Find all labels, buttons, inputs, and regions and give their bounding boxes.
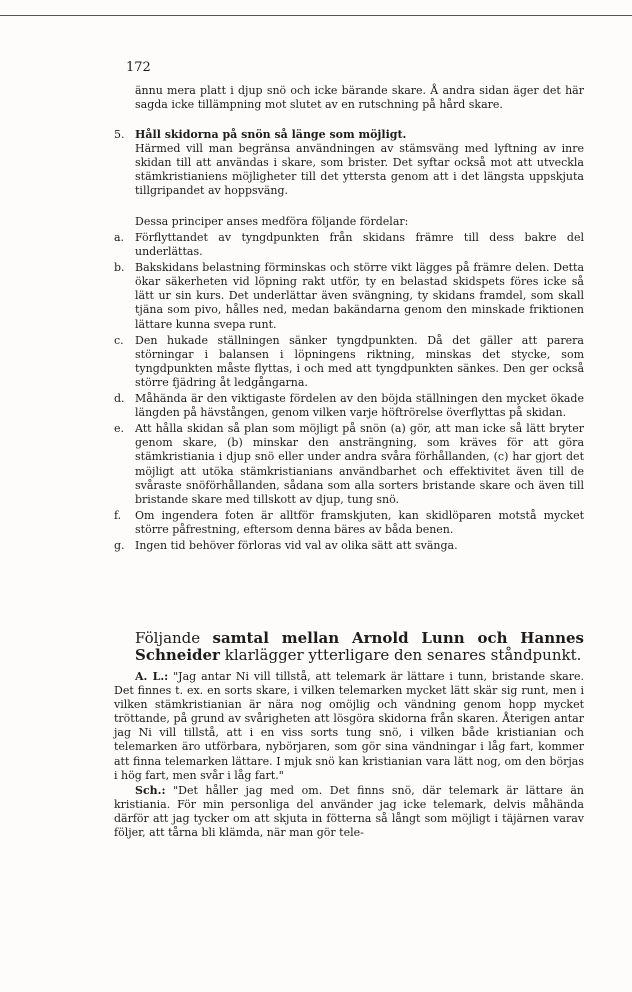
advantage-label: c. [114, 333, 124, 347]
advantage-text: Förflyttandet av tyngdpunkten från skidans främre till dess bakre del underlättas. [135, 231, 584, 259]
dialogue-entry [114, 670, 584, 783]
advantage-label: f. [114, 508, 122, 522]
speaker: A. L.: [135, 670, 169, 683]
advantage-label: a. [114, 231, 125, 244]
advantage-text: Att hålla skidan så plan som möjligt på snön (a) gör, att man icke så lätt bryter genom skare, (b) minskar den ansträngning, som kräves för att göra stämkristiania i djup snö eller under andra svåra förhållanden, (c) har gjort det möjligt att utöka stämkristianians användbarhet och effektivitet även till de svåraste snöförhållanden, sådana som alla sorters bristande skare och även till bristande skare med tillskott av djup, tung snö. [135, 422, 584, 506]
advantage-text: Om ingendera foten är alltför framskjuten, kan skidlöparen motstå mycket större påfrestning, eftersom denna bäres av båda benen. [135, 508, 584, 536]
dialogue-text: "Det håller jag med om. Det finns snö, där telemark är lättare än kristiania. För min personliga del använder jag icke telemark, delvis måhända därför att jag tycker om att skjuta in fötterna så långt som möjligt i täjärnen varav följer, att tårna bli klämda, när man gör tele- [114, 783, 584, 840]
advantage-label: d. [114, 392, 125, 406]
section-heading [135, 630, 584, 664]
advantage-text: Måhända är den viktigaste fördelen av den böjda ställningen den mycket ökade längden på hävstången, genom vilken varje höftrörelse överflyttas på skidan. [135, 392, 584, 420]
dialogue-entry [114, 784, 584, 840]
advantage-f [114, 509, 584, 537]
dialogue [114, 670, 584, 840]
advantage-g [114, 539, 584, 553]
advantage-label: b. [114, 261, 125, 275]
advantage-e [114, 422, 584, 507]
page-number: 172 [126, 60, 151, 75]
advantage-text: Bakskidans belastning förminskas och större vikt lägges på främre delen. Detta ökar säkerheten vid löpning rakt utför, ty en belastad skidspets föres icke så lätt ur sin kurs. Det underlättar även svängning, ty skidans framdel, som skall tjäna som pivo, hålles ned, medan bakändarna genom den minskade friktionen lättare kunna svepa runt. [135, 261, 584, 331]
point-5 [114, 128, 584, 198]
advantage-d [114, 392, 584, 420]
intro-continuation: ännu mera platt i djup snö och icke bärande skare. Å andra sidan äger det här sagda icke tillämpning mot slutet av en rutschning på hård skare. [135, 84, 584, 112]
advantage-label: e. [114, 422, 125, 436]
advantage-a [114, 231, 584, 259]
speaker: Sch.: [135, 783, 166, 797]
heading-bold: samtal mellan Arnold Lunn och Hannes Schneider [135, 629, 584, 664]
advantages-list [114, 231, 584, 553]
advantage-text: Den hukade ställningen sänker tyngdpunkten. Då det gäller att parera störningar i balansen i löpningens riktning, minskas det stycke, som tyngdpunkten måste flyttas, i och med att tyngdpunkten sänkes. Den ger också större fjädring åt ledgångarna. [135, 333, 584, 389]
advantage-text: Ingen tid behöver förloras vid val av olika sätt att svänga. [135, 538, 458, 552]
point-5-number: 5. [114, 128, 125, 141]
dialogue-text: "Jag antar Ni vill tillstå, att telemark är lättare i tunn, bristande skare. Det finnes t. ex. en sorts skare, i vilken telemarken mycket lätt skär sig runt, men i vilken stämkristianian är nära nog omöjlig och vändning genom hopp mycket tröttande, på grund av svårigheten att lösgöra skidorna från skaren. Återigen antar jag Ni vill tillstå, att i en viss sorts tung snö, i vilken både kristianian och telemarken äro utförbara, nybörjaren, som gör sina vändningar i låg fart, kommer att finna telemarken lättare. I mjuk snö kan kristianian vara lätt nog, om den börjas i hög fart, men svår i låg fart." [114, 670, 584, 782]
heading-post: klarlägger ytterligare den senares ståndpunkt. [219, 646, 582, 664]
point-5-text: Härmed vill man begränsa användningen av stämsväng med lyftning av inre skidan till att användas i skare, som brister. Det syftar också mot att utveckla stämkristianiens möjligheter till det yttersta genom att i det längsta uppskjuta tillgripandet av hoppsväng. [135, 142, 584, 198]
advantage-label: g. [114, 538, 125, 552]
principles-intro: Dessa principer anses medföra följande fördelar: [135, 215, 409, 228]
advantage-c [114, 334, 584, 390]
heading-pre: Följande [135, 629, 213, 647]
advantage-b [114, 261, 584, 331]
page-top-border [0, 15, 632, 16]
point-5-title: Håll skidorna på snön så länge som möjligt. [135, 128, 407, 141]
